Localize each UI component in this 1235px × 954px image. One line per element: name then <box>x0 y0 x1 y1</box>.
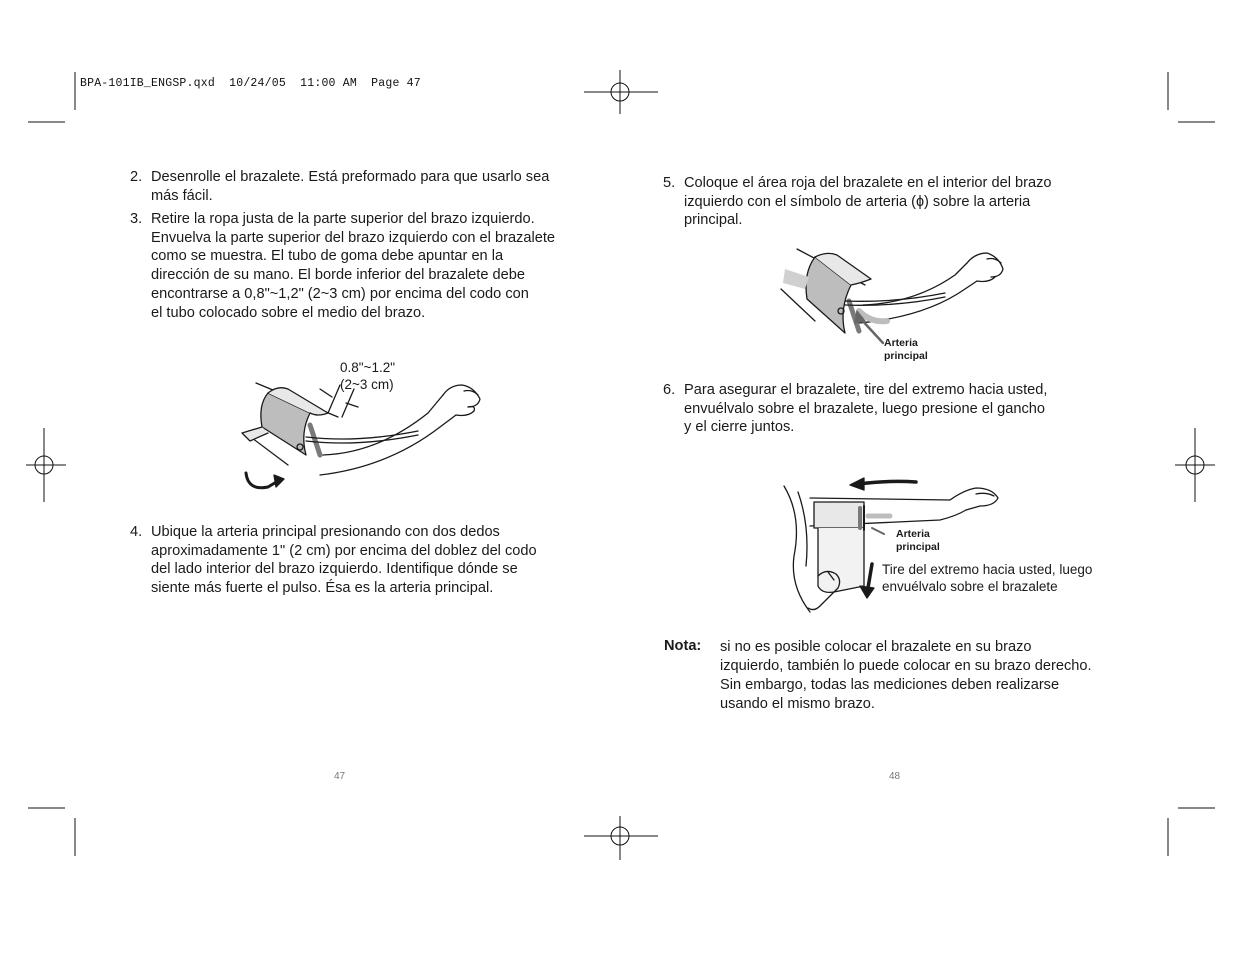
step-line: como se muestra. El tubo de goma debe apuntar en la <box>151 248 504 265</box>
artery-label-line-1: Arteria <box>896 528 930 540</box>
step-line: principal. <box>684 212 743 229</box>
fastening-caption-line-2: envuélvalo sobre el brazalete <box>882 579 1058 594</box>
note-line: Sin embargo, todas las mediciones deben realizarse <box>720 677 1060 693</box>
step-line: dirección de su mano. El borde inferior del brazalete debe <box>151 267 525 284</box>
step-number: 3. <box>130 211 143 227</box>
step-line: Retire la ropa justa de la parte superior del brazo izquierdo. <box>151 211 535 227</box>
cuff-fastening-illustration <box>780 476 1005 616</box>
step-line: y el cierre juntos. <box>684 419 795 436</box>
fastening-caption <box>882 561 1092 595</box>
step-line: Para asegurar el brazalete, tire del extremo hacia usted, <box>684 382 1048 398</box>
dimension-label <box>340 359 395 393</box>
dimension-line-2: (2~3 cm) <box>340 377 394 392</box>
page-number-left: 47 <box>334 771 346 782</box>
step-number: 5. <box>663 175 676 191</box>
step-line: del lado interior del brazo izquierdo. Identifique dónde se <box>151 561 518 578</box>
artery-label-1 <box>884 337 928 363</box>
step-line: el tubo colocado sobre el medio del brazo. <box>151 304 426 321</box>
page-number-right: 48 <box>889 771 901 782</box>
artery-label-line-1: Arteria <box>884 337 918 349</box>
fastening-caption-line-1: Tire del extremo hacia usted, luego <box>882 562 1093 577</box>
file-slug: BPA-101IB_ENGSP.qxd 10/24/05 11:00 AM Page 47 <box>80 77 421 90</box>
artery-label-2 <box>896 528 940 554</box>
step-line: encontrarse a 0,8"~1,2" (2~3 cm) por encima del codo con <box>151 285 529 302</box>
step-line: Envuelva la parte superior del brazo izquierdo con el brazalete <box>151 229 556 246</box>
dimension-line-1: 0.8"~1.2" <box>340 360 396 375</box>
artery-label-line-2: principal <box>896 541 940 553</box>
note-line: izquierdo, también lo puede colocar en su brazo derecho. <box>720 658 1092 674</box>
artery-placement-illustration <box>775 245 1010 345</box>
note-text <box>720 638 1140 714</box>
step-line: izquierdo con el símbolo de arteria (ɸ) sobre la arteria <box>684 193 1031 210</box>
step-number: 4. <box>130 524 143 540</box>
step-line: Coloque el área roja del brazalete en el interior del brazo <box>684 175 1052 191</box>
step-line: envuélvalo sobre el brazalete, luego presione el gancho <box>684 400 1046 417</box>
step-number: 2. <box>130 169 143 185</box>
step-line: Desenrolle el brazalete. Está preformado para que usarlo sea <box>151 169 550 185</box>
note-label: Nota: <box>664 638 702 654</box>
artery-label-line-2: principal <box>884 350 928 362</box>
note-line: si no es posible colocar el brazalete en su brazo <box>720 639 1032 655</box>
step-line: Ubique la arteria principal presionando con dos dedos <box>151 524 500 540</box>
step-line: más fácil. <box>151 187 213 204</box>
step-line: siente más fuerte el pulso. Ésa es la arteria principal. <box>151 580 494 597</box>
note-line: usando el mismo brazo. <box>720 696 875 712</box>
step-line: aproximadamente 1" (2 cm) por encima del doblez del codo <box>151 542 537 559</box>
step-number: 6. <box>663 382 676 398</box>
